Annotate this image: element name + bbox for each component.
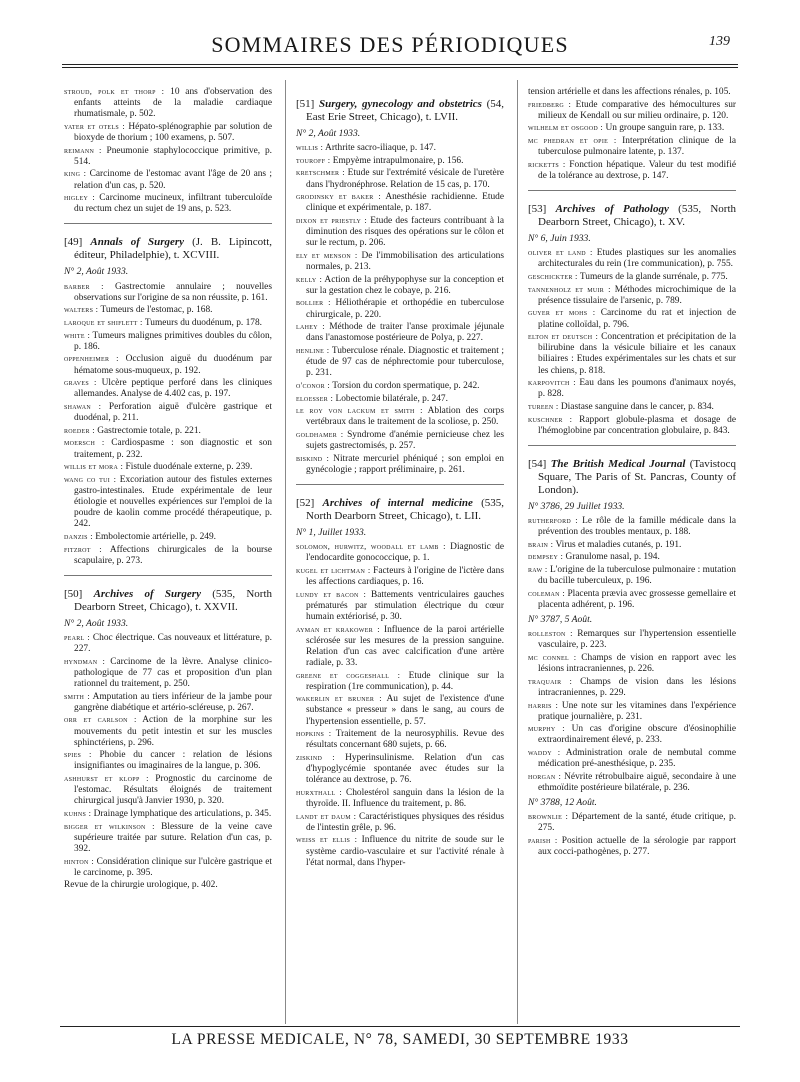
journal-number: [53] bbox=[528, 203, 547, 216]
article-authors: o'conor : bbox=[296, 379, 331, 390]
article-entry bbox=[296, 191, 504, 214]
article-title: De l'immobilisation des articulations normales, p. 213. bbox=[306, 250, 504, 272]
article-entry bbox=[64, 474, 272, 530]
article-authors: le roy von lackum et smith : bbox=[296, 405, 423, 416]
article-entry bbox=[528, 307, 736, 330]
article-entry bbox=[528, 551, 736, 563]
article-entry bbox=[528, 811, 736, 834]
article-title: Virus et maladies cutanés, p. 191. bbox=[553, 539, 682, 550]
article-entry bbox=[64, 821, 272, 855]
article-title: Caractéristiques physiques des résidus de l'intestin grêle, p. 96. bbox=[306, 811, 504, 833]
article-authors: spies : bbox=[64, 749, 92, 760]
article-entry bbox=[64, 656, 272, 690]
article-title: Etude clinique sur la respiration (1re communication), p. 44. bbox=[306, 670, 504, 692]
article-title: Diastase sanguine dans le cancer, p. 834. bbox=[558, 402, 714, 412]
article-authors: kuhns : bbox=[64, 807, 92, 818]
article-entry bbox=[528, 247, 736, 270]
article-entry bbox=[528, 700, 736, 723]
article-title: Tumeurs malignes primitives doubles du côlon, p. 186. bbox=[74, 330, 272, 352]
article-entry bbox=[64, 304, 272, 316]
article-entry bbox=[64, 330, 272, 353]
article-authors: landt et daum : bbox=[296, 810, 357, 821]
column-2 bbox=[296, 86, 504, 869]
article-authors: biskind : bbox=[296, 452, 330, 463]
article-entry bbox=[64, 281, 272, 304]
article-entry bbox=[64, 145, 272, 168]
article-authors: kelly : bbox=[296, 273, 323, 284]
article-authors: ricketts : bbox=[528, 158, 566, 169]
article-title: Drainage lymphatique des articulations, p. 345. bbox=[91, 808, 272, 819]
article-entry bbox=[64, 773, 272, 807]
article-entry bbox=[528, 377, 736, 400]
article-authors: kuschner : bbox=[528, 413, 573, 424]
article-authors: dempsey : bbox=[528, 551, 564, 562]
journal-number: [49] bbox=[64, 236, 83, 249]
article-authors: laroque et shiflett : bbox=[64, 316, 143, 327]
article-entry bbox=[296, 541, 504, 564]
article-authors: tannenholz et muir : bbox=[528, 283, 611, 294]
article-authors: stroud, polk et thorp : bbox=[64, 86, 165, 96]
article-title: Occlusion aiguë du duodénum par hématome sous-muqueux, p. 192. bbox=[74, 354, 273, 376]
article-authors: graves : bbox=[64, 377, 97, 388]
article-authors: danzis : bbox=[64, 531, 93, 541]
journal-number: [50] bbox=[64, 587, 83, 600]
article-entry bbox=[528, 271, 736, 283]
article-authors: solomon, hurwitz, woodall et lamb : bbox=[296, 541, 446, 552]
journal-heading bbox=[296, 98, 504, 124]
journal-name: Annals of Surgery bbox=[90, 236, 185, 249]
article-title: Tumeurs de la glande surrénale, p. 775. bbox=[577, 272, 728, 282]
article-authors: shawan : bbox=[64, 401, 102, 411]
article-title: Lobectomie bilatérale, p. 247. bbox=[333, 393, 448, 404]
article-title: Tuberculose rénale. Diagnostic et traitement ; étude de 97 cas de néphrectomie pour tuberculose, p. 231. bbox=[306, 346, 504, 379]
article-entry bbox=[528, 284, 736, 307]
article-title: Perforation aiguë d'ulcère gastrique et duodénal, p. 211. bbox=[74, 402, 272, 424]
article-entry bbox=[296, 345, 504, 379]
article-entry bbox=[528, 564, 736, 587]
article-entry bbox=[296, 834, 504, 868]
article-entry bbox=[296, 453, 504, 476]
article-entry bbox=[64, 425, 272, 437]
article-entry bbox=[296, 215, 504, 249]
article-entry bbox=[64, 401, 272, 424]
article-title: Action de la préhypophyse sur la conception et sur la gestation chez le cobaye, p. 216. bbox=[306, 274, 504, 296]
article-entry bbox=[528, 628, 736, 651]
journal-name: Surgery, gynecology and obstetrics bbox=[318, 98, 482, 110]
article-authors: kugel et lichtman : bbox=[296, 564, 371, 575]
article-entry bbox=[528, 676, 736, 699]
article-title: Une note sur les vitamines dans l'expérience pratique journalière, p. 231. bbox=[538, 700, 736, 722]
article-entry bbox=[64, 544, 272, 567]
article-title: Un groupe sanguin rare, p. 133. bbox=[603, 123, 725, 134]
article-entry bbox=[528, 515, 736, 538]
article-title: Tumeurs de l'estomac, p. 168. bbox=[98, 305, 213, 316]
article-authors: hinton : bbox=[64, 855, 94, 866]
article-title: Position actuelle de la sérologie par rapport aux cocci-pathogènes, p. 277. bbox=[538, 835, 736, 858]
article-authors: coleman : bbox=[528, 587, 565, 598]
article-authors: bigger et wilkinson : bbox=[64, 820, 155, 831]
article-title: Carcinome de la lèvre. Analyse clinico-pathologique de 77 cas et proposition d'un plan rationnel du traitement, p. 250. bbox=[74, 656, 272, 689]
article-authors: fitzrot : bbox=[64, 543, 102, 554]
article-title: Placenta prævia avec grossesse gemellaire et placenta adhérent, p. 196. bbox=[538, 588, 736, 610]
article-authors: parish : bbox=[528, 834, 558, 845]
article-entry bbox=[296, 380, 504, 392]
article-title: Gastrectomie annulaire ; nouvelles observations sur l'origine de sa non réussite, p. 161. bbox=[74, 281, 272, 303]
journal-details: (54, East Erie Street, Chicago), t. LVII. bbox=[306, 98, 505, 123]
article-title: Syndrome d'anémie pernicieuse chez les sujets gastrectomisés, p. 257. bbox=[306, 430, 504, 452]
column-divider bbox=[517, 80, 518, 1024]
article-title: 10 ans d'observation des enfants atteints de la maladie cardiaque rhumatismale, p. 502. bbox=[74, 87, 272, 120]
article-authors: touroff : bbox=[296, 154, 331, 165]
issue-heading: N° 3788, 12 Août. bbox=[528, 797, 597, 809]
article-authors: waddy : bbox=[528, 747, 561, 758]
article-authors: greene et coggeshall : bbox=[296, 669, 401, 680]
article-entry bbox=[296, 297, 504, 320]
article-entry bbox=[64, 691, 272, 714]
column-3 bbox=[528, 86, 736, 859]
issue-heading: N° 3787, 5 Août. bbox=[528, 614, 593, 626]
article-authors: goldhamer : bbox=[296, 429, 344, 440]
article-authors: rutherford : bbox=[528, 514, 578, 525]
section-separator bbox=[296, 484, 504, 485]
journal-name: Archives of Pathology bbox=[555, 203, 669, 216]
article-title: Administration orale de nembutal comme médication pré-anesthésique, p. 235. bbox=[538, 748, 736, 770]
article-title: Un cas d'origine obscure d'éosinophilie extraordinairement élevé, p. 233. bbox=[538, 724, 737, 746]
article-title: Torsion du cordon spermatique, p. 242. bbox=[330, 380, 480, 391]
article-entry bbox=[296, 274, 504, 297]
article-title: Concentration et précipitation de la bilirubine dans la vésicule biliaire et les canaux biliaires : Etudes expérimentales sur les chats et sur les chiens, p. 818. bbox=[538, 332, 737, 376]
article-title: Battements ventriculaires gauches prématurés par stimulation électrique du cœur humain extériorisé, p. 30. bbox=[306, 589, 504, 622]
journal-details: (Tavistocq Square, The Paris of St. Pancras, County of London). bbox=[538, 457, 736, 496]
page-number: 139 bbox=[709, 34, 730, 49]
article-title: L'origine de la tuberculose pulmonaire : mutation du bacille tuberculeux, p. 196. bbox=[538, 565, 736, 587]
article-entry bbox=[528, 652, 736, 675]
article-title: Ablation des corps vertébraux dans le traitement de la scoliose, p. 250. bbox=[306, 406, 504, 428]
article-authors: moersch : bbox=[64, 437, 105, 448]
article-title: Arthrite sacro-iliaque, p. 147. bbox=[323, 143, 436, 154]
article-title: Carcinome de l'estomac avant l'âge de 20 ans ; relation d'un cas, p. 520. bbox=[74, 169, 272, 191]
article-authors: rolleston : bbox=[528, 628, 573, 639]
header-rule-top bbox=[62, 64, 738, 65]
article-entry bbox=[528, 401, 736, 413]
article-title: Carcinome du rat et injection de platine colloïdal, p. 796. bbox=[538, 308, 736, 330]
article-entry bbox=[296, 142, 504, 154]
article-title: Au sujet de l'existence d'une substance « presseur » dans le sang, au cours de l'hypertension essentielle, p. 57. bbox=[306, 694, 504, 727]
article-authors: grodinsky et baker : bbox=[296, 191, 382, 202]
article-title: Nitrate mercuriel phéniqué ; son emploi en gynécologie ; rapport préliminaire, p. 261. bbox=[306, 453, 504, 475]
article-entry bbox=[528, 122, 736, 134]
journal-name: Archives of Surgery bbox=[93, 587, 201, 600]
article-authors: murphy : bbox=[528, 723, 565, 734]
article-entry bbox=[296, 787, 504, 810]
article-authors: yater et otels : bbox=[64, 120, 126, 131]
article-title: Influence du nitrite de soude sur le système cardio-vasculaire et sur l'activité rénale à l'état normal, dans l'hyper- bbox=[306, 835, 504, 868]
article-entry bbox=[64, 437, 272, 460]
article-title: Gastrectomie totale, p. 221. bbox=[94, 425, 201, 436]
article-authors: smith : bbox=[64, 690, 91, 701]
article-authors: weiss et ellis : bbox=[296, 834, 358, 845]
article-entry bbox=[64, 317, 272, 329]
journal-details: (535, North Dearborn Street, Chicago), t. XXVII. bbox=[74, 587, 273, 613]
article-title: Interprétation clinique de la tuberculose pulmonaire latente, p. 137. bbox=[538, 136, 736, 158]
article-entry bbox=[64, 749, 272, 772]
article-title: Affections chirurgicales de la bourse scapulaire, p. 273. bbox=[74, 544, 272, 566]
article-authors: ashhurst et klopp : bbox=[64, 773, 149, 784]
article-title: Remarques sur l'hypertension essentielle vasculaire, p. 223. bbox=[538, 629, 736, 651]
article-entry bbox=[296, 155, 504, 167]
article-title: Fistule duodénale externe, p. 239. bbox=[123, 462, 253, 473]
article-authors: higley : bbox=[64, 192, 96, 203]
article-entry bbox=[296, 589, 504, 623]
article-title: Carcinome mucineux, infiltrant tuberculoïde du rectum chez un sujet de 19 ans, p. 523. bbox=[74, 193, 272, 215]
section-separator bbox=[64, 575, 272, 576]
article-title: Champs de vision en rapport avec les lésions intracraniennes, p. 226. bbox=[538, 652, 736, 675]
article-authors: hyndman : bbox=[64, 655, 106, 666]
article-entry bbox=[296, 693, 504, 727]
journal-heading bbox=[64, 588, 272, 614]
article-authors: barber : bbox=[64, 280, 104, 291]
article-title: Traitement de la neurosyphilis. Revue des résultats concernant 680 sujets, p. 66. bbox=[306, 729, 504, 751]
article-authors: wang co tui : bbox=[64, 473, 117, 484]
issue-heading: N° 2, Août 1933. bbox=[296, 128, 361, 139]
article-entry bbox=[64, 377, 272, 400]
article-entry bbox=[64, 856, 272, 879]
article-title: Etude sur l'extrémité vésicale de l'uretère dans l'hydronéphrose. Relation de 15 cas, p. 170. bbox=[306, 168, 504, 190]
article-authors: roeder : bbox=[64, 424, 95, 435]
article-entry bbox=[64, 879, 272, 891]
article-title: Héliothérapie et orthopédie en tuberculose chirurgicale, p. 220. bbox=[306, 298, 504, 320]
article-entry bbox=[296, 752, 504, 786]
article-title: Hyperinsulinisme. Relation d'un cas d'hypoglycémie spontanée avec études sur la tolérance au dextrose, p. 76. bbox=[306, 752, 504, 786]
journal-details: (535, North Dearborn Street, Chicago), t. LII. bbox=[306, 497, 504, 523]
article-entry bbox=[64, 353, 272, 376]
article-authors: dixon et priestly : bbox=[296, 215, 368, 226]
article-title: Amputation au tiers inférieur de la jambe pour gangrène diabétique et artério-scléreuse, p. 267. bbox=[74, 691, 272, 713]
article-authors: king : bbox=[64, 168, 87, 179]
issue-heading: N° 1, Juillet 1933. bbox=[296, 527, 367, 539]
article-authors: oliver et land : bbox=[528, 247, 593, 258]
article-authors: lahey : bbox=[296, 321, 325, 332]
article-authors: harris : bbox=[528, 699, 559, 710]
journal-number: [51] bbox=[296, 98, 315, 110]
article-title: Etude comparative des hémocultures sur milieux de Kendall ou sur milieu ordinaire, p. 120. bbox=[538, 99, 736, 121]
article-authors: bollier : bbox=[296, 297, 331, 308]
article-entry bbox=[528, 135, 736, 158]
issue-heading: N° 2, Août 1933. bbox=[64, 266, 129, 278]
article-authors: ziskind : bbox=[296, 751, 335, 762]
article-title: Méthode de traiter l'anse proximale jéjunale dans l'anastomose postérieure de Polya, p. 227. bbox=[306, 322, 505, 344]
article-entry bbox=[296, 405, 504, 428]
article-entry bbox=[528, 723, 736, 746]
article-entry bbox=[296, 167, 504, 190]
journal-heading bbox=[64, 236, 272, 262]
article-entry bbox=[528, 747, 736, 770]
article-entry bbox=[528, 414, 736, 437]
article-authors: karpovitch : bbox=[528, 377, 576, 388]
header-rule-bottom bbox=[62, 67, 738, 68]
footer-text: LA PRESSE MEDICALE, N° 78, SAMEDI, 30 SEPTEMBRE 1933 bbox=[171, 1031, 629, 1048]
article-title: Empyème intrapulmonaire, p. 156. bbox=[330, 155, 464, 166]
section-separator bbox=[528, 190, 736, 191]
article-entry bbox=[296, 811, 504, 834]
article-title: Blessure de la veine cave supérieure traitée par suture. Relation d'un cas, p. 392. bbox=[74, 821, 272, 854]
article-authors: wilhelm et osgood : bbox=[528, 122, 604, 133]
issue-heading: N° 6, Juin 1933. bbox=[528, 233, 591, 245]
article-entry bbox=[296, 624, 504, 669]
article-title: Influence de la paroi artérielle sclérosée sur les mesures de la pression sanguine. Relation d'un cas avec calcification d'une artère radiale, p. 33. bbox=[306, 624, 504, 668]
article-entry bbox=[296, 393, 504, 405]
article-authors: walters : bbox=[64, 304, 99, 315]
article-title: Cholestérol sanguin dans la lésion de la thyroïde. II. Influence du traitement, p. 86. bbox=[306, 787, 504, 809]
article-entry bbox=[528, 588, 736, 611]
article-title: Méthodes microchimique de la présence tissulaire de l'arsenic, p. 789. bbox=[538, 284, 736, 306]
article-title: Champs de vision dans les lésions intracraniennes, p. 229. bbox=[538, 676, 736, 698]
article-title: Rapport globule-plasma et dosage de l'hémoglobine par concentration globulaire, p. 843. bbox=[538, 414, 736, 436]
article-entry bbox=[64, 808, 272, 820]
article-entry bbox=[64, 168, 272, 191]
article-title: Le rôle de la famille médicale dans la prévention des troubles mentaux, p. 188. bbox=[538, 515, 736, 538]
article-authors: willis : bbox=[296, 142, 324, 153]
column-divider bbox=[285, 80, 286, 1024]
article-authors: reimann : bbox=[64, 144, 102, 155]
article-authors: wakerlin et bruner : bbox=[296, 693, 382, 704]
article-title: Eau dans les poumons d'animaux noyés, p. 828. bbox=[538, 378, 736, 400]
issue-heading: N° 2, Août 1933. bbox=[64, 617, 129, 629]
article-authors: orr et carlson : bbox=[64, 714, 137, 725]
article-authors: white : bbox=[64, 329, 91, 340]
article-authors: lundy et bacon : bbox=[296, 588, 367, 599]
article-authors: henline : bbox=[296, 345, 330, 356]
article-entry bbox=[64, 86, 272, 120]
article-authors: kretschmer : bbox=[296, 167, 345, 178]
issue-heading: N° 3786, 29 Juillet 1933. bbox=[528, 500, 625, 512]
article-title: Etude des facteurs contribuant à la diminution des risques des opérations sur le côlon et sur le rectum, p. 206. bbox=[306, 216, 504, 249]
article-entry bbox=[296, 670, 504, 693]
article-authors: willis et mora : bbox=[64, 461, 124, 472]
article-authors: mc connel : bbox=[528, 651, 577, 662]
article-entry bbox=[528, 99, 736, 122]
article-entry bbox=[528, 86, 736, 98]
article-title: Prognostic du carcinome de l'estomac. Résultats éloignés de traitement chirurgical jusqu'à Janvier 1930, p. 320. bbox=[74, 774, 272, 807]
article-title: Considération clinique sur l'ulcère gastrique et le carcinome, p. 395. bbox=[74, 856, 272, 878]
article-title: Facteurs à l'origine de l'ictère dans les affections cardiaques, p. 16. bbox=[306, 565, 504, 587]
article-title: Etudes plastiques sur les anomalies architecturales du rein (1re communication), p. 755. bbox=[538, 248, 736, 270]
section-separator bbox=[528, 445, 736, 446]
article-authors: traquair : bbox=[528, 675, 573, 686]
page-footer bbox=[60, 1026, 740, 1049]
section-separator bbox=[64, 223, 272, 224]
article-authors: eloesser : bbox=[296, 392, 334, 403]
article-authors: friedberg : bbox=[528, 98, 572, 109]
article-entry bbox=[296, 250, 504, 273]
article-title: Hépato-splénographie par solution de bioxyde de thorium ; 100 examens, p. 507. bbox=[74, 121, 272, 143]
article-title: Tumeurs du duodénum, p. 178. bbox=[142, 317, 262, 328]
article-authors: horgan : bbox=[528, 770, 562, 781]
article-authors: elton et deutsch : bbox=[528, 331, 599, 342]
journal-details: (J. B. Lipincott, éditeur, Philadelphie), t. XCVIII. bbox=[74, 236, 273, 262]
article-title: Cardiospasme : son diagnostic et son traitement, p. 232. bbox=[74, 438, 272, 460]
article-entry bbox=[296, 565, 504, 588]
article-authors: oppenheimer : bbox=[64, 353, 119, 364]
article-authors: brownlie : bbox=[528, 811, 569, 822]
article-title: Phobie du cancer : relation de lésions insignifiantes ou imaginaires de la langue, p. 306. bbox=[74, 750, 273, 772]
article-entry bbox=[528, 331, 736, 376]
article-authors: tureen : bbox=[528, 401, 559, 411]
column-1 bbox=[64, 86, 272, 892]
article-entry bbox=[64, 531, 272, 543]
article-entry bbox=[528, 159, 736, 182]
article-entry bbox=[528, 771, 736, 794]
journal-heading bbox=[528, 203, 736, 229]
article-title: Anesthésie rachidienne. Etude clinique et expérimentale, p. 187. bbox=[306, 192, 504, 214]
article-entry bbox=[296, 321, 504, 344]
journal-name: The British Medical Journal bbox=[550, 457, 686, 470]
article-entry bbox=[64, 121, 272, 144]
article-title: tension artérielle et dans les affections rénales, p. 105. bbox=[528, 87, 731, 97]
article-authors: ayman et krakower : bbox=[296, 623, 380, 634]
article-authors: hopkins : bbox=[296, 728, 332, 739]
article-entry bbox=[296, 728, 504, 751]
journal-name: Archives of internal medicine bbox=[322, 497, 473, 510]
journal-details: (535, North Dearborn Street, Chicago), t. XV. bbox=[538, 203, 737, 229]
article-title: Granulome nasal, p. 194. bbox=[563, 552, 660, 563]
article-entry bbox=[528, 539, 736, 551]
article-authors: pearl : bbox=[64, 631, 91, 642]
article-title: Fonction hépatique. Valeur du test modifié de la tolérance au dextrose, p. 147. bbox=[538, 159, 736, 182]
article-authors: raw : bbox=[528, 564, 548, 575]
journal-number: [52] bbox=[296, 497, 315, 510]
article-title: Pneumonie staphylococcique primitive, p. 514. bbox=[74, 145, 272, 167]
journal-number: [54] bbox=[528, 457, 547, 470]
article-title: Département de la santé, étude critique, p. 275. bbox=[538, 812, 736, 834]
article-title: Excoriation autour des fistules externes gastro-intestinales. Etude expérimentale de leur étiologie et nouvelles expériences sur l'emploi de la poudre de kaolin comme procédé thérapeutique, p. 242. bbox=[74, 474, 273, 530]
journal-heading bbox=[296, 497, 504, 523]
article-title: Névrite rétrobulbaire aiguë, secondaire à une ethmoïdite postérieure bilatérale, p. 236. bbox=[538, 771, 736, 793]
article-entry bbox=[64, 714, 272, 748]
article-title: Revue de la chirurgie urologique, p. 402. bbox=[64, 880, 218, 891]
journal-heading bbox=[528, 458, 736, 497]
article-title: Ulcère peptique perforé dans les cliniques allemandes. Analyse de 4.402 cas, p. 197. bbox=[74, 378, 272, 400]
article-title: Embolectomie artérielle, p. 249. bbox=[92, 532, 217, 542]
article-entry bbox=[64, 192, 272, 215]
article-title: Action de la morphine sur les mouvements du petit intestin et sur les muscles sphinctériens, p. 296. bbox=[74, 715, 272, 748]
article-title: Diagnostic de l'endocardite gonococcique, p. 1. bbox=[306, 542, 504, 564]
article-entry bbox=[64, 632, 272, 655]
article-authors: brain : bbox=[528, 538, 554, 549]
article-authors: geschickter : bbox=[528, 271, 578, 281]
article-title: Choc électrique. Cas nouveaux et littérature, p. 227. bbox=[74, 632, 272, 655]
article-authors: hurxthall : bbox=[296, 786, 343, 797]
page-header bbox=[60, 28, 740, 64]
article-entry bbox=[296, 429, 504, 452]
article-entry bbox=[64, 461, 272, 473]
page-title: SOMMAIRES DES PÉRIODIQUES bbox=[211, 32, 569, 57]
article-authors: mc phedran et opie : bbox=[528, 135, 617, 146]
article-entry bbox=[528, 835, 736, 858]
article-authors: guyer et mohs : bbox=[528, 307, 596, 318]
article-authors: ely et menson : bbox=[296, 249, 358, 260]
